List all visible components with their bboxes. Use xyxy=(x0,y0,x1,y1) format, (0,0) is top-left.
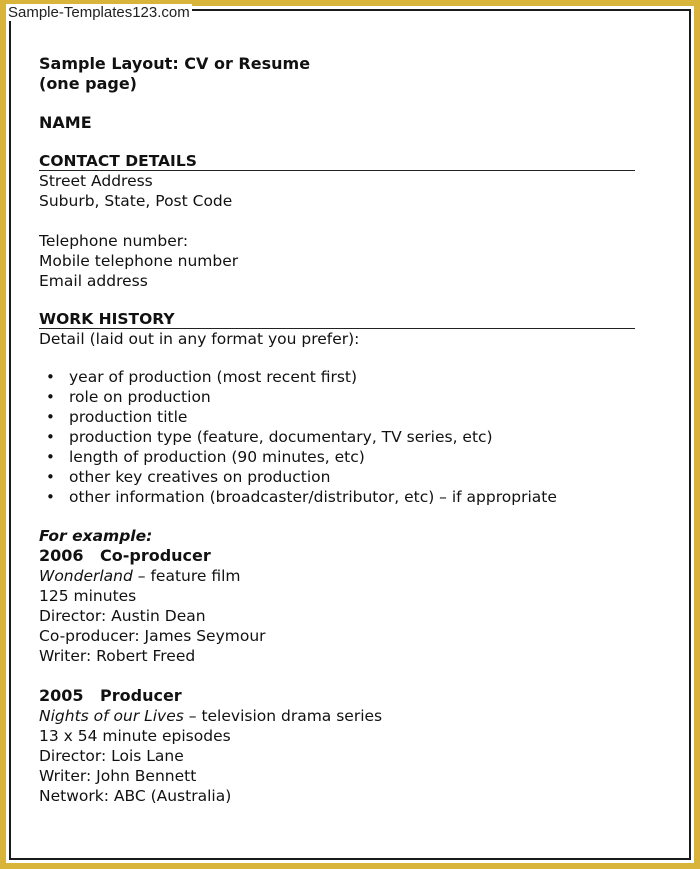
entry-title-line xyxy=(39,706,639,726)
entry-title: Nights of our Lives xyxy=(39,707,184,725)
work-heading: WORK HISTORY xyxy=(39,310,635,329)
entry-detail: 13 x 54 minute episodes xyxy=(39,727,231,745)
entry-year: 2006 xyxy=(39,546,84,565)
entry-detail: 125 minutes xyxy=(39,587,137,605)
watermark-text: Sample-Templates123.com xyxy=(8,4,190,21)
address-line: Suburb, State, Post Code xyxy=(39,192,233,210)
list-item: • length of production (90 minutes, etc) xyxy=(69,447,639,467)
email-line: Email address xyxy=(39,272,148,290)
entry-type: – feature film xyxy=(132,567,241,585)
list-item: • production type (feature, documentary, TV series, etc) xyxy=(69,427,639,447)
phone-line: Mobile telephone number xyxy=(39,252,239,270)
example-heading: For example: xyxy=(39,527,153,545)
list-item: • production title xyxy=(69,407,639,427)
entry-year: 2005 xyxy=(39,686,84,705)
entry-detail: Director: Lois Lane xyxy=(39,747,184,765)
list-item: • other information (broadcaster/distributor, etc) – if appropriate xyxy=(69,487,639,507)
resume-document xyxy=(39,54,639,806)
work-entry xyxy=(39,686,639,806)
entry-title: Wonderland xyxy=(39,567,133,585)
entry-role: Co-producer xyxy=(100,546,211,565)
name-label: NAME xyxy=(39,113,92,132)
entry-detail: Network: ABC (Australia) xyxy=(39,787,232,805)
entry-header xyxy=(39,546,639,566)
phone-line: Telephone number: xyxy=(39,232,189,250)
list-item: • other key creatives on production xyxy=(69,467,639,487)
contact-heading: CONTACT DETAILS xyxy=(39,152,635,171)
entry-detail: Writer: Robert Freed xyxy=(39,647,196,665)
entry-type: – television drama series xyxy=(183,707,383,725)
list-item: • role on production xyxy=(69,387,639,407)
doc-title: Sample Layout: CV or Resume xyxy=(39,54,311,73)
work-detail-list xyxy=(39,367,639,507)
entry-detail: Co-producer: James Seymour xyxy=(39,627,266,645)
entry-title-line xyxy=(39,566,639,586)
entry-role: Producer xyxy=(100,686,182,705)
entry-detail: Director: Austin Dean xyxy=(39,607,206,625)
work-entry xyxy=(39,546,639,666)
entry-detail: Writer: John Bennett xyxy=(39,767,197,785)
list-item: • year of production (most recent first) xyxy=(69,367,639,387)
doc-subtitle: (one page) xyxy=(39,74,137,93)
address-line: Street Address xyxy=(39,172,153,190)
work-intro: Detail (laid out in any format you prefer): xyxy=(39,330,360,348)
entry-header xyxy=(39,686,639,706)
